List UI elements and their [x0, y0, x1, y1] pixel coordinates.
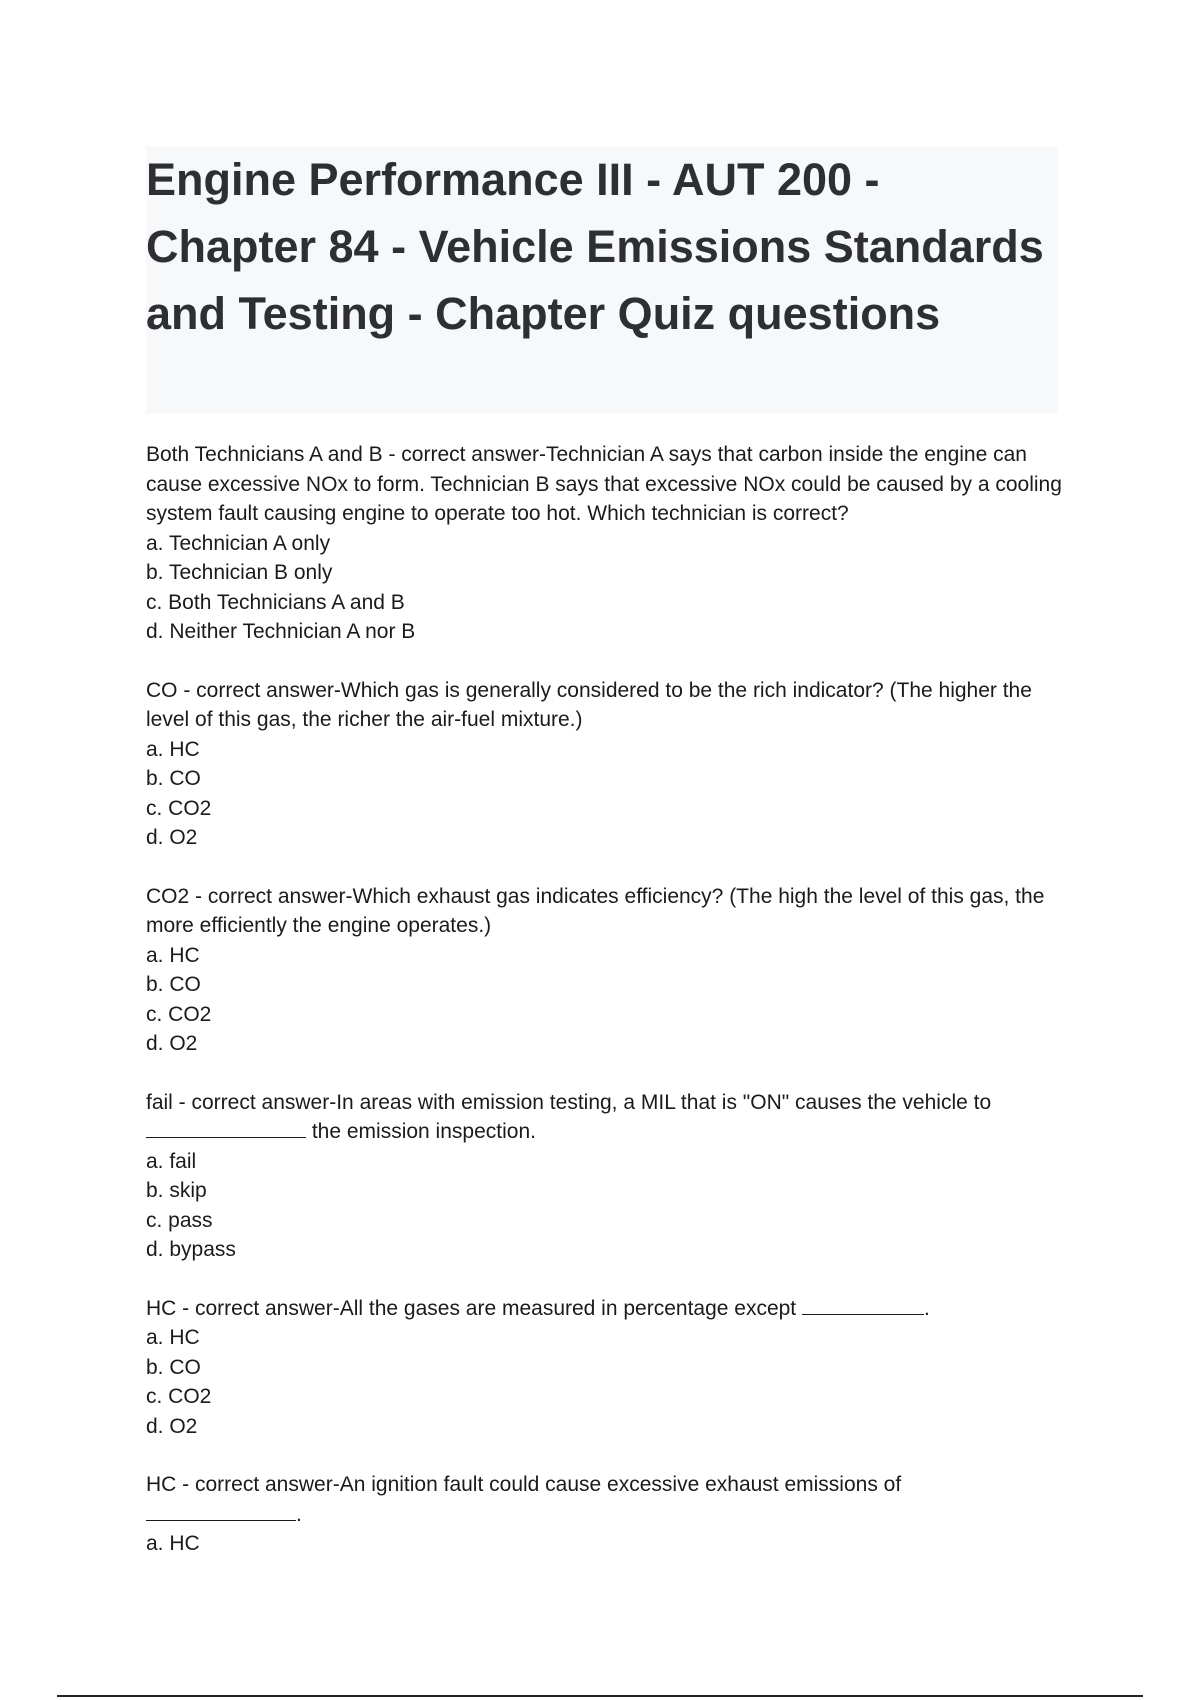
option-d: d. Neither Technician A nor B: [146, 620, 416, 643]
options-list: [146, 529, 1066, 647]
question-text: [146, 1294, 1066, 1324]
option-c: c. pass: [146, 1208, 213, 1232]
option-c: c. CO2: [146, 1002, 212, 1026]
question-block-6: [146, 1470, 1066, 1559]
quiz-content: [146, 440, 1066, 1559]
options-list: [146, 1529, 1066, 1559]
option-c: c. Both Technicians A and B: [146, 590, 405, 614]
options-list: [146, 1147, 1066, 1265]
question-block-3: [146, 882, 1066, 1059]
option-d: d. bypass: [146, 1238, 236, 1261]
option-b: b. CO: [146, 1355, 201, 1379]
question-text: [146, 676, 1066, 735]
option-d: d. O2: [146, 826, 198, 849]
question-body: Which gas is generally considered to be the rich indicator? (The higher the level of this gas, the richer the air-fuel mixture.): [146, 678, 1032, 731]
document-title: Engine Performance III - AUT 200 - Chapter 84 - Vehicle Emissions Standards and Testing - Chapter Quiz questions: [146, 154, 1044, 339]
answer-prefix: CO - correct answer-: [146, 678, 341, 702]
answer-prefix: HC - correct answer-: [146, 1296, 340, 1320]
option-d: d. O2: [146, 1414, 198, 1438]
option-b: b. CO: [146, 973, 201, 996]
question-body: Technician A says that carbon inside the engine can cause excessive NOx to form. Technician B says that excessive NOx could be caused by a cooling system fault causing engine to operate too hot. Which technician is correct?: [146, 443, 1062, 525]
question-body: An ignition fault could cause excessive exhaust emissions of: [339, 1473, 902, 1496]
question-body-after-blank: the emission inspection.: [306, 1120, 536, 1143]
option-b: b. Technician B only: [146, 561, 333, 584]
options-list: [146, 1323, 1066, 1441]
question-block-4: [146, 1088, 1066, 1265]
answer-prefix: fail - correct answer-: [146, 1090, 337, 1114]
page-bottom-rule: [57, 1695, 1143, 1697]
option-c: c. CO2: [146, 796, 212, 820]
option-a: a. fail: [146, 1149, 197, 1173]
question-text: [146, 1470, 1066, 1529]
option-a: a. HC: [146, 1326, 200, 1349]
option-c: c. CO2: [146, 1385, 212, 1408]
option-b: b. skip: [146, 1179, 207, 1202]
option-d: d. O2: [146, 1032, 198, 1055]
question-text: [146, 440, 1066, 529]
options-list: [146, 735, 1066, 853]
question-body: Which exhaust gas indicates efficiency? (The high the level of this gas, the more efficiently the engine operates.): [146, 884, 1045, 937]
option-a: a. HC: [146, 737, 200, 761]
option-a: a. HC: [146, 1532, 200, 1555]
option-b: b. CO: [146, 767, 201, 790]
option-a: a. HC: [146, 943, 200, 967]
question-body-after-blank: .: [924, 1296, 930, 1320]
answer-prefix: HC - correct answer-: [146, 1473, 340, 1496]
question-body: All the gases are measured in percentage except: [339, 1296, 797, 1320]
answer-prefix: Both Technicians A and B - correct answer-: [146, 443, 546, 466]
question-block-2: [146, 676, 1066, 853]
question-body: In areas with emission testing, a MIL that is "ON" causes the vehicle to: [336, 1090, 992, 1114]
question-block-5: [146, 1294, 1066, 1442]
fill-in-blank: [802, 1296, 924, 1315]
answer-prefix: CO2 - correct answer-: [146, 884, 353, 908]
question-block-1: [146, 440, 1066, 647]
option-a: a. Technician A only: [146, 531, 331, 555]
question-text: [146, 1088, 1066, 1147]
title-box: [146, 146, 1058, 414]
question-text: [146, 882, 1066, 941]
options-list: [146, 941, 1066, 1059]
question-body-after-blank: .: [296, 1502, 302, 1526]
fill-in-blank: [146, 1502, 296, 1521]
fill-in-blank: [146, 1119, 306, 1138]
